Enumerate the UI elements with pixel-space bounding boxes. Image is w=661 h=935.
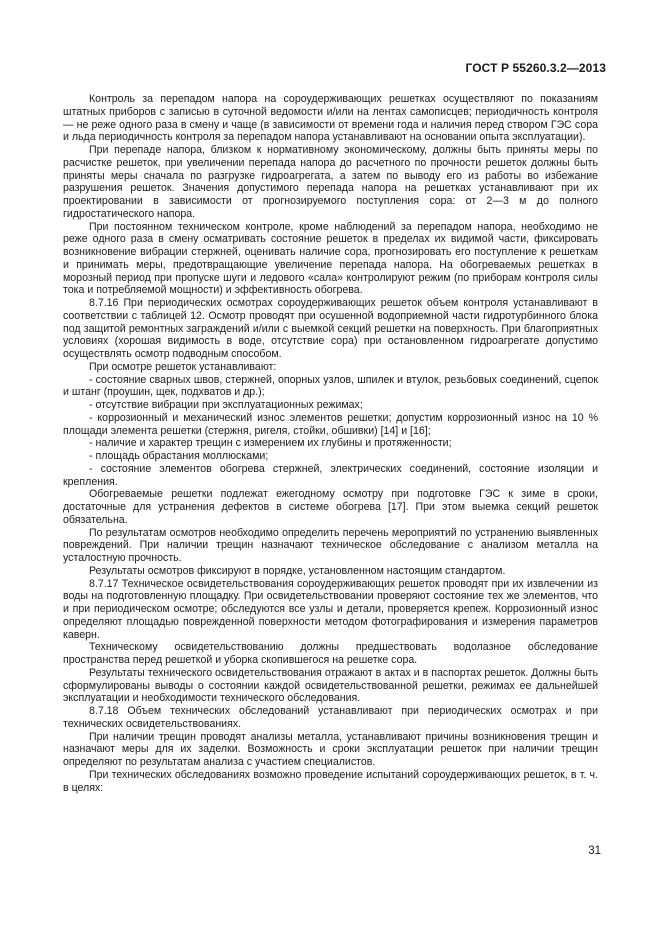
paragraph: При постоянном техническом контроле, кроме наблюдений за перепадом напора, необходимо не реже одного раза в смену осматривать состояние решеток в пределах их видимой части, фиксировать возникновение вибрации стержней, оценивать наличие сора, прогнозировать его поступление к решеткам и принимать меры, предотвращающие увеличение перепада напора. На обогреваемых решетках в морозный период при пропуске шуги и ледового «сала» контролируют режим (по приборам контроля силы тока и потребляемой мощности) и эффективность обогрева. bbox=[63, 220, 598, 297]
paragraph: При осмотре решеток устанавливают: bbox=[89, 360, 277, 373]
paragraph: При наличии трещин проводят анализы металла, устанавливают причины возникновения трещин и назначают меры для их заделки. Возможность и сроки эксплуатации решеток при наличии трещин определяют по результатам анализа с участием специалистов. bbox=[63, 730, 598, 768]
list-item: - наличие и характер трещин с измерением их глубины и протяженности; bbox=[89, 437, 452, 450]
paragraph: При технических обследованиях возможно проведение испытаний сороудерживающих решеток, в т. ч. в целях: bbox=[63, 768, 598, 794]
list-item: - отсутствие вибрации при эксплуатационных режимах; bbox=[89, 399, 363, 411]
paragraph: Обогреваемые решетки подлежат ежегодному осмотру при подготовке ГЭС к зиме в сроки, достаточные для устранения дефектов в системе обогрева [17]. При этом выемка секций решеток обязательна. bbox=[63, 488, 598, 526]
paragraph: Результаты технического освидетельствования отражают в актах и в паспортах решеток. Должны быть сформулированы выводы о состоянии каждой освидетельствованной решетки, режимах ее дальнейшей эксплуатации и необходимости технического обследования. bbox=[63, 666, 598, 705]
list-item: - состояние элементов обогрева стержней, электрических соединений, состояние изоляции и крепления. bbox=[63, 462, 598, 488]
paragraph: По результатам осмотров необходимо определить перечень мероприятий по устранению выявленных повреждений. При наличии трещин назначают техническое обследование с анализом металла на усталостную прочность. bbox=[63, 526, 598, 564]
list-item: - площадь обрастания моллюсками; bbox=[89, 450, 269, 462]
paragraph: 8.7.17 Техническое освидетельствования сороудерживающих решеток проводят при их извлечении из воды на подготовленную площадку. При освидетельствовании проверяют состояние тех же элементов, что и при периодическом осмотре; обследуются все узлы и детали, проверяется крепеж. Коррозионный износ определяют площадью поврежденной поверхности методом фотографирования и измерения параметров каверн. bbox=[63, 577, 598, 641]
paragraph: Контроль за перепадом напора на сороудерживающих решетках осуществляют по показаниям штатных приборов с записью в суточной ведомости и/или на лентах самописцев; периодичность контроля — не реже одного раза в смену и чаще (в зависимости от времени года и наличия перед створом ГЭС сора и льда периодичность контроля за перепадом напора устанавливают на основании опыта эксплуатации). bbox=[63, 93, 598, 144]
list-item: - состояние сварных швов, стержней, опорных узлов, шпилек и втулок, резьбовых соединений, сцепок и штанг (проушин, щек, подхватов и др.); bbox=[63, 373, 598, 399]
list-item: - коррозионный и механический износ элементов решетки; допустим коррозионный износ на 10 % площади элемента решетки (стержня, ригеля, стойки, обшивки) [14] и [16]; bbox=[63, 411, 598, 437]
paragraph: Результаты осмотров фиксируют в порядке, установленном настоящим стандартом. bbox=[89, 564, 506, 577]
document-code-header: ГОСТ Р 55260.3.2—2013 bbox=[465, 61, 606, 75]
paragraph: 8.7.18 Объем технических обследований устанавливают при периодических осмотрах и при технических освидетельствованиях. bbox=[63, 705, 598, 730]
page-number: 31 bbox=[588, 845, 601, 857]
paragraph: 8.7.16 При периодических осмотрах сороудерживающих решеток объем контроля устанавливают в соответствии с таблицей 12. Осмотр проводят при осушенной водоприемной части гидротурбинного блока под защитой ремонтных заграждений и/или с выемкой секций решетки на поверхность. При благоприятных условиях (хорошая видимость в воде, отсутствие сора) при остановленном гидроагрегате допустимо осуществлять осмотр подводным способом. bbox=[63, 297, 598, 360]
paragraph: При перепаде напора, близком к нормативному экономическому, должны быть приняты меры по расчистке решеток, при увеличении перепада напора до расчетного по прочности решеток должны быть приняты меры сначала по разгрузке гидроагрегата, а затем по выводу его из работы во избежание разрушения решеток. Значения допустимого перепада напора на решетках устанавливают при их проектировании в зависимости от прогнозируемого поступления сора: от 2—3 м до полного гидростатического напора. bbox=[63, 144, 598, 220]
paragraph: Техническому освидетельствованию должны предшествовать водолазное обследование пространства перед решеткой и уборка скопившегося на решетке сора. bbox=[63, 641, 598, 666]
document-body bbox=[63, 93, 598, 794]
